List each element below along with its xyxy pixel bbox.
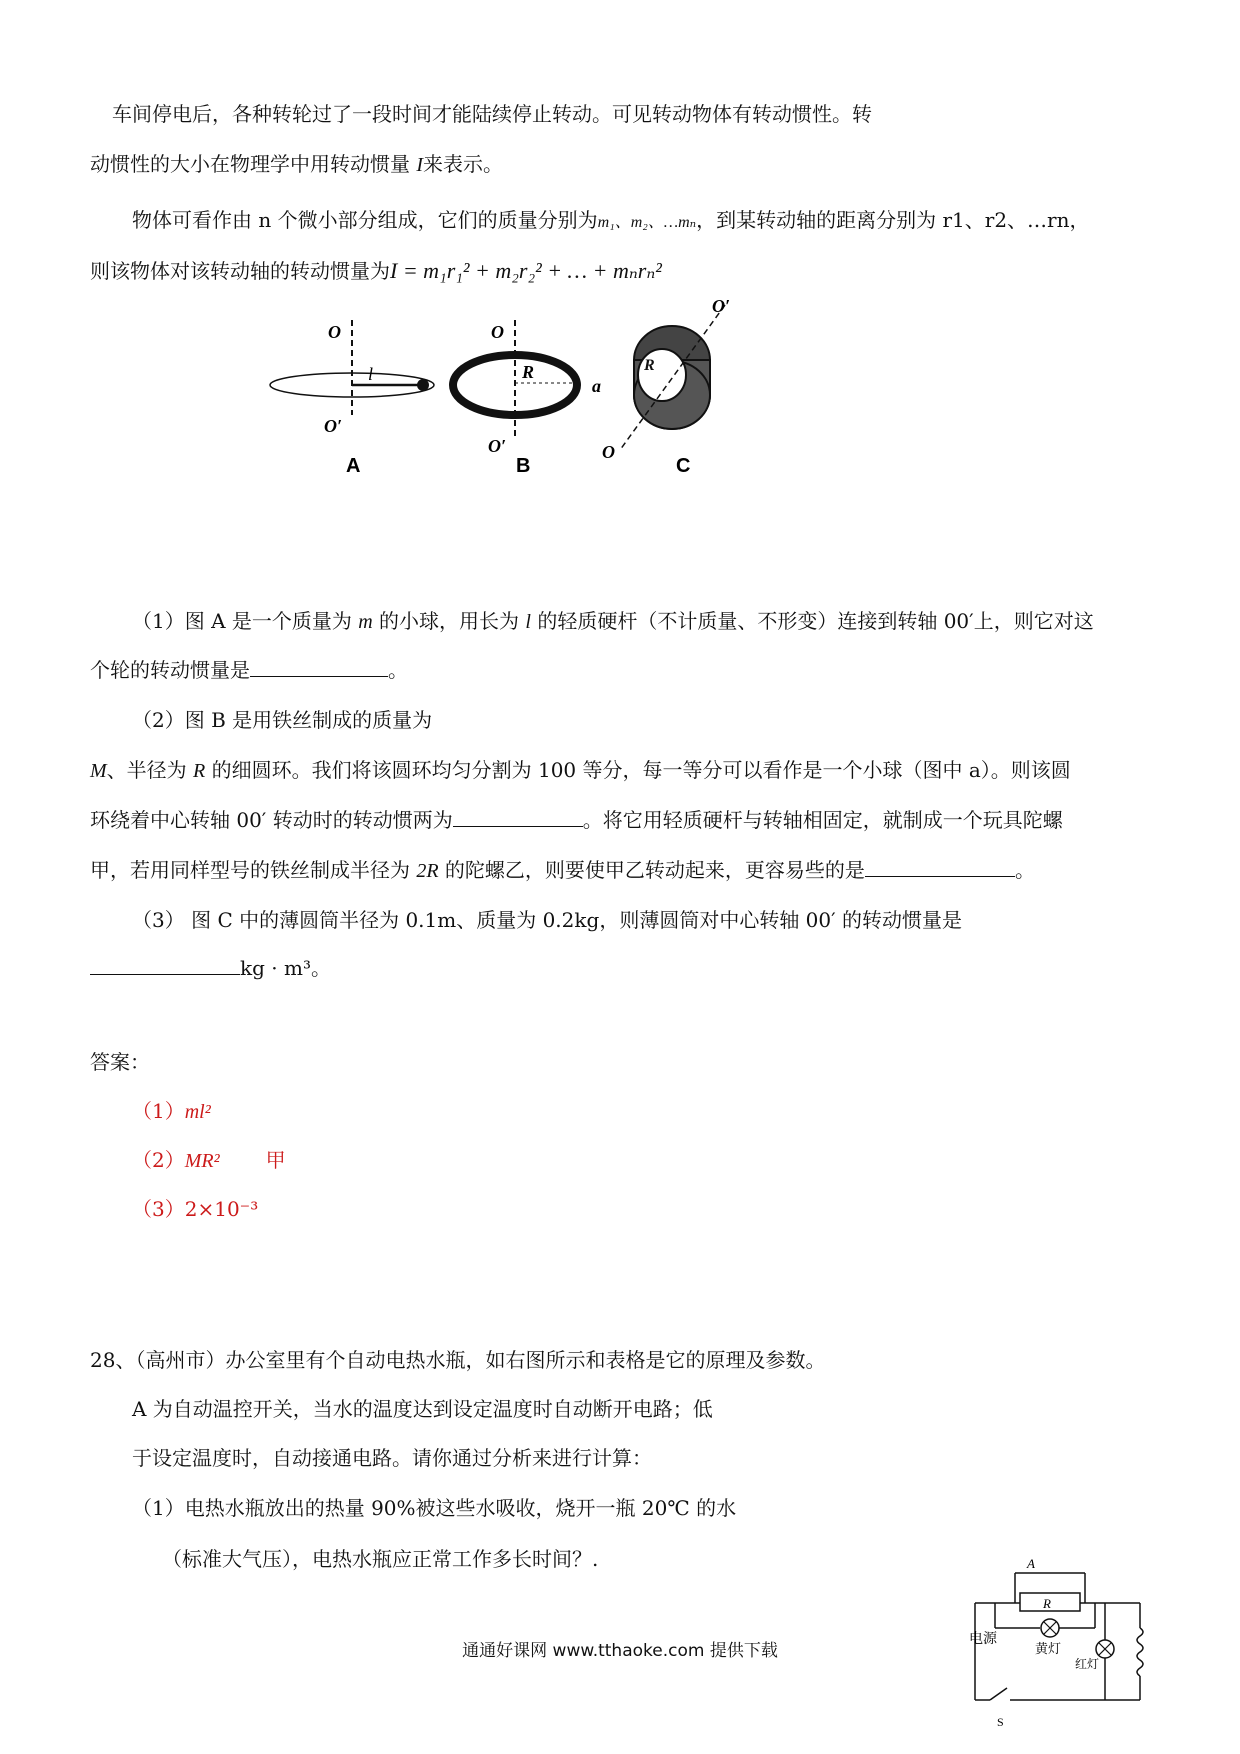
figure-b-r: R [522,362,535,382]
figure-b [453,320,601,456]
problem-28-line-5: （标准大气压），电热水瓶应正常工作多长时间？. [162,1547,599,1571]
q3-line-1: （3） 图 C 中的薄圆筒半径为 0.1m、质量为 0.2kg，则薄圆筒对中心转轴 00′ 的转动惯量是 [132,908,963,932]
circuit-label-red: 红灯 [1075,1657,1100,1671]
figure-label-b: B [516,455,531,477]
figure-b-o-top: O [491,322,504,342]
circuit-label-source: 电源 [969,1632,997,1647]
problem-28-line-2: A 为自动温控开关，当水的温度达到设定温度时自动断开电路；低 [132,1397,713,1421]
figure-label-c: C [676,455,691,477]
answer-1: （1）ml² [132,1099,211,1123]
answers-heading: 答案： [90,1050,150,1074]
inertia-formula: I = m₁r₁² + m₂r₂² + … + mₙrₙ² [390,258,662,283]
answer-2: （2）MR² 甲 [132,1148,286,1172]
figure-b-o-bottom: O′ [488,436,507,456]
page-footer: 通通好课网 www.tthaoke.com 提供下载 [462,1641,778,1661]
q2-line-1: （2）图 B 是用铁丝制成的质量为 [132,708,433,732]
figure-a-o-top: O [328,322,341,342]
circuit-label-yellow: 黄灯 [1035,1641,1062,1656]
q2-line-2: M、半径为 R 的细圆环。我们将该圆环均匀分割为 100 等分，每一等分可以看作是一个小球（图中 a）。则该圆 [90,758,1071,782]
figure-c-r: R [644,357,655,374]
q1-line-2: 个轮的转动惯量是 。 [90,658,408,682]
problem-28-line-1: 28、（高州市）办公室里有个自动电热水瓶，如右图所示和表格是它的原理及参数。 [90,1348,826,1372]
figure-c-o-bottom: O [602,442,615,462]
circuit-diagram [955,1528,1155,1736]
intro-line-1: 车间停电后，各种转轮过了一段时间才能陆续停止转动。可见转动物体有转动惯性。转 [112,102,872,126]
q2-answer-blank-2[interactable] [865,858,1015,877]
q1-line-1: （1）图 A 是一个质量为 m 的小球，用长为 l 的轻质硬杆（不计质量、不形变）连接到转轴 00′上，则它对这 [132,609,1094,633]
q2-line-3: 环绕着中心转轴 00′ 转动时的转动惯两为 。将它用轻质硬杆与转轴相固定，就制成一个玩具陀螺 [90,808,1063,832]
figure-a [270,320,434,436]
figure-c-o-top: O′ [712,300,731,316]
rotation-figures [260,300,780,480]
circuit-label-s: S [997,1715,1004,1729]
q3-answer-blank[interactable] [90,956,240,975]
figure-a-l: l [368,364,374,384]
problem-28-line-4: （1）电热水瓶放出的热量 90%被这些水吸收，烧开一瓶 20℃ 的水 [132,1496,737,1520]
intro-line-2: 动惯性的大小在物理学中用转动惯量 I来表示。 [90,152,504,176]
q2-answer-blank-1[interactable] [453,808,583,827]
q3-line-2: kg · m³。 [90,954,331,982]
answer-3: （3）2×10⁻³ [132,1197,259,1221]
figure-b-a: a [592,376,601,396]
circuit-label-a: A [1027,1556,1035,1571]
q1-answer-blank[interactable] [250,658,388,677]
intro-line-4: 则该物体对该转动轴的转动惯量为I = m₁r₁² + m₂r₂² + … + mₙrₙ² [90,258,662,283]
circuit-label-r: R [1043,1596,1051,1611]
q2-line-4: 甲，若用同样型号的铁丝制成半径为 2R 的陀螺乙，则要使甲乙转动起来，更容易些的是 。 [90,858,1035,882]
problem-28-line-3: 于设定温度时，自动接通电路。请你通过分析来进行计算： [132,1446,652,1470]
intro-line-3: 物体可看作由 n 个微小部分组成，它们的质量分别为m₁、m₂、…mₙ，到某转动轴的距离分别为 r1、r2、…rn， [132,208,1090,232]
figure-c [602,300,730,462]
figure-label-a: A [346,455,361,477]
figure-a-o-bottom: O′ [324,416,343,436]
